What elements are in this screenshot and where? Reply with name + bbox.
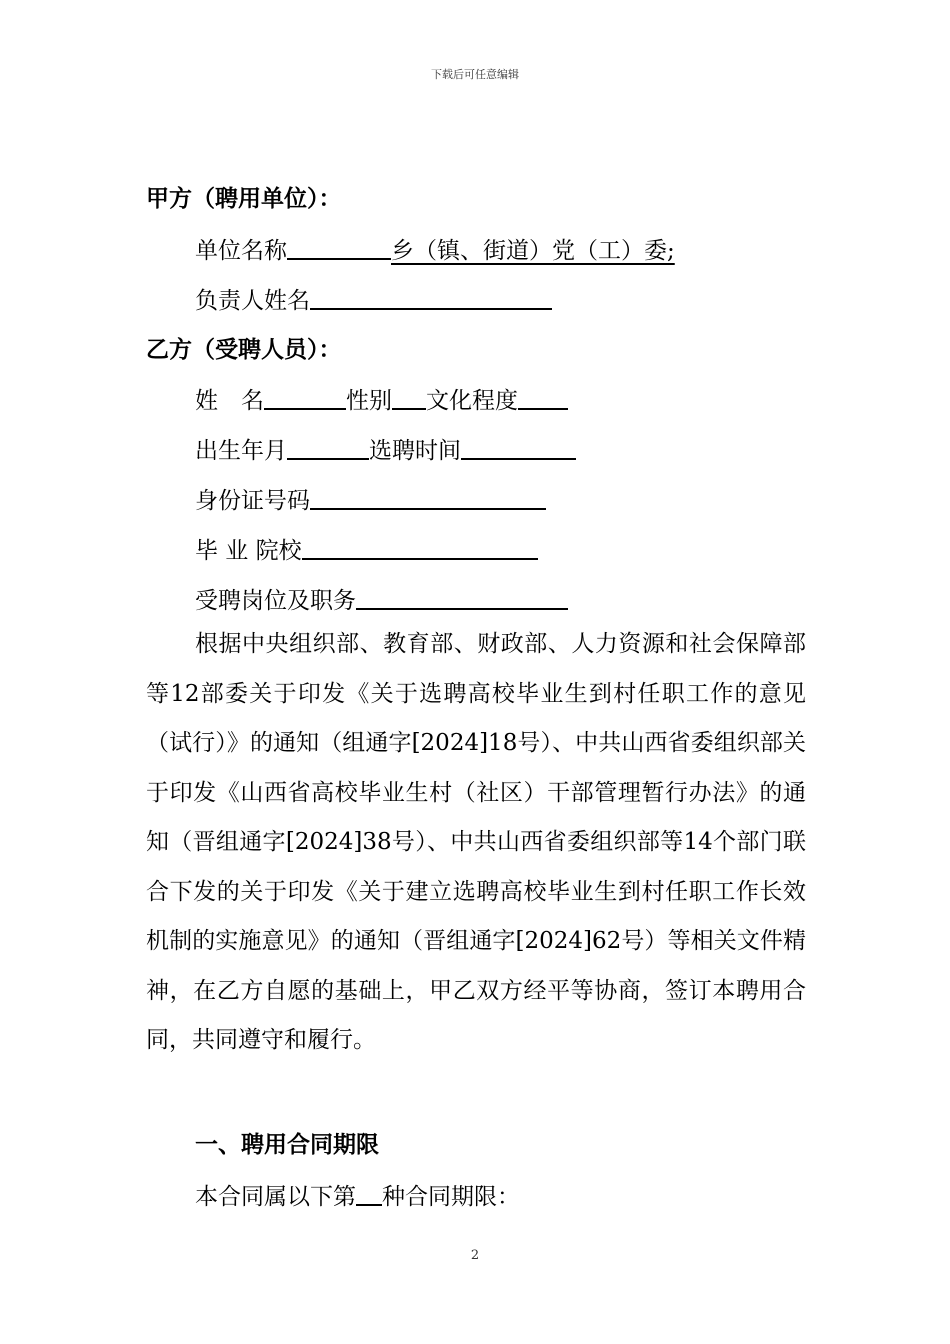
section1-heading: 一、聘用合同期限 — [195, 1132, 379, 1158]
leader-blank[interactable] — [310, 284, 552, 310]
education-label: 文化程度 — [426, 388, 518, 414]
leader-row — [195, 284, 552, 316]
header-note: 下载后可任意编辑 — [431, 68, 519, 81]
body-paragraph: 根据中央组织部、教育部、财政部、人力资源和社会保障部等12部委关于印发《关于选聘高校毕业生到村任职工作的意见（试行）》的通知（组通字[2024]18号）、中共山西省委组织部关于印发《山西省高校毕业生村（社区）干部管理暂行办法》的通知（晋组通字[2024]38号）、中共山西省委组织部等14个部门联合下发的关于印发《关于建立选聘高校毕业生到村任职工作长效机制的实施意见》的通知（晋组通字[2024]62号）等相关文件精神，在乙方自愿的基础上，甲乙双方经平等协商，签订本聘用合同，共同遵守和履行。 — [146, 631, 806, 1053]
school-blank[interactable] — [302, 534, 538, 560]
id-row — [195, 484, 546, 516]
name-row — [195, 384, 568, 416]
selection-time-label: 选聘时间 — [369, 438, 461, 464]
gender-label: 性别 — [346, 388, 392, 414]
leader-label: 负责人姓名 — [195, 288, 310, 314]
birth-blank[interactable] — [287, 434, 369, 460]
section1-text-before: 本合同属以下第 — [195, 1184, 356, 1210]
party-b-heading: 乙方（受聘人员）： — [146, 337, 342, 363]
unit-name-suffix: 乡（镇、街道）党（工）委; — [391, 238, 675, 264]
section1-text-row — [195, 1180, 520, 1212]
party-a-heading: 甲方（聘用单位）： — [146, 186, 342, 212]
birth-row — [195, 434, 576, 466]
education-blank[interactable] — [518, 384, 568, 410]
position-label: 受聘岗位及职务 — [195, 588, 356, 614]
selection-time-blank[interactable] — [461, 434, 576, 460]
birth-label: 出生年月 — [195, 438, 287, 464]
unit-name-label: 单位名称 — [195, 238, 287, 264]
school-row — [195, 534, 538, 566]
school-label: 毕 业 院校 — [195, 538, 302, 564]
section1-text-after: 种合同期限： — [382, 1184, 520, 1210]
name-blank[interactable] — [264, 384, 346, 410]
unit-name-row — [195, 234, 675, 266]
id-blank[interactable] — [310, 484, 546, 510]
name-label: 姓 名 — [195, 388, 264, 414]
contract-type-blank[interactable] — [356, 1180, 382, 1206]
position-blank[interactable] — [356, 584, 568, 610]
unit-name-blank[interactable] — [287, 234, 391, 260]
id-label: 身份证号码 — [195, 488, 310, 514]
gender-blank[interactable] — [392, 384, 426, 410]
page-number: 2 — [470, 1248, 480, 1263]
position-row — [195, 584, 568, 616]
